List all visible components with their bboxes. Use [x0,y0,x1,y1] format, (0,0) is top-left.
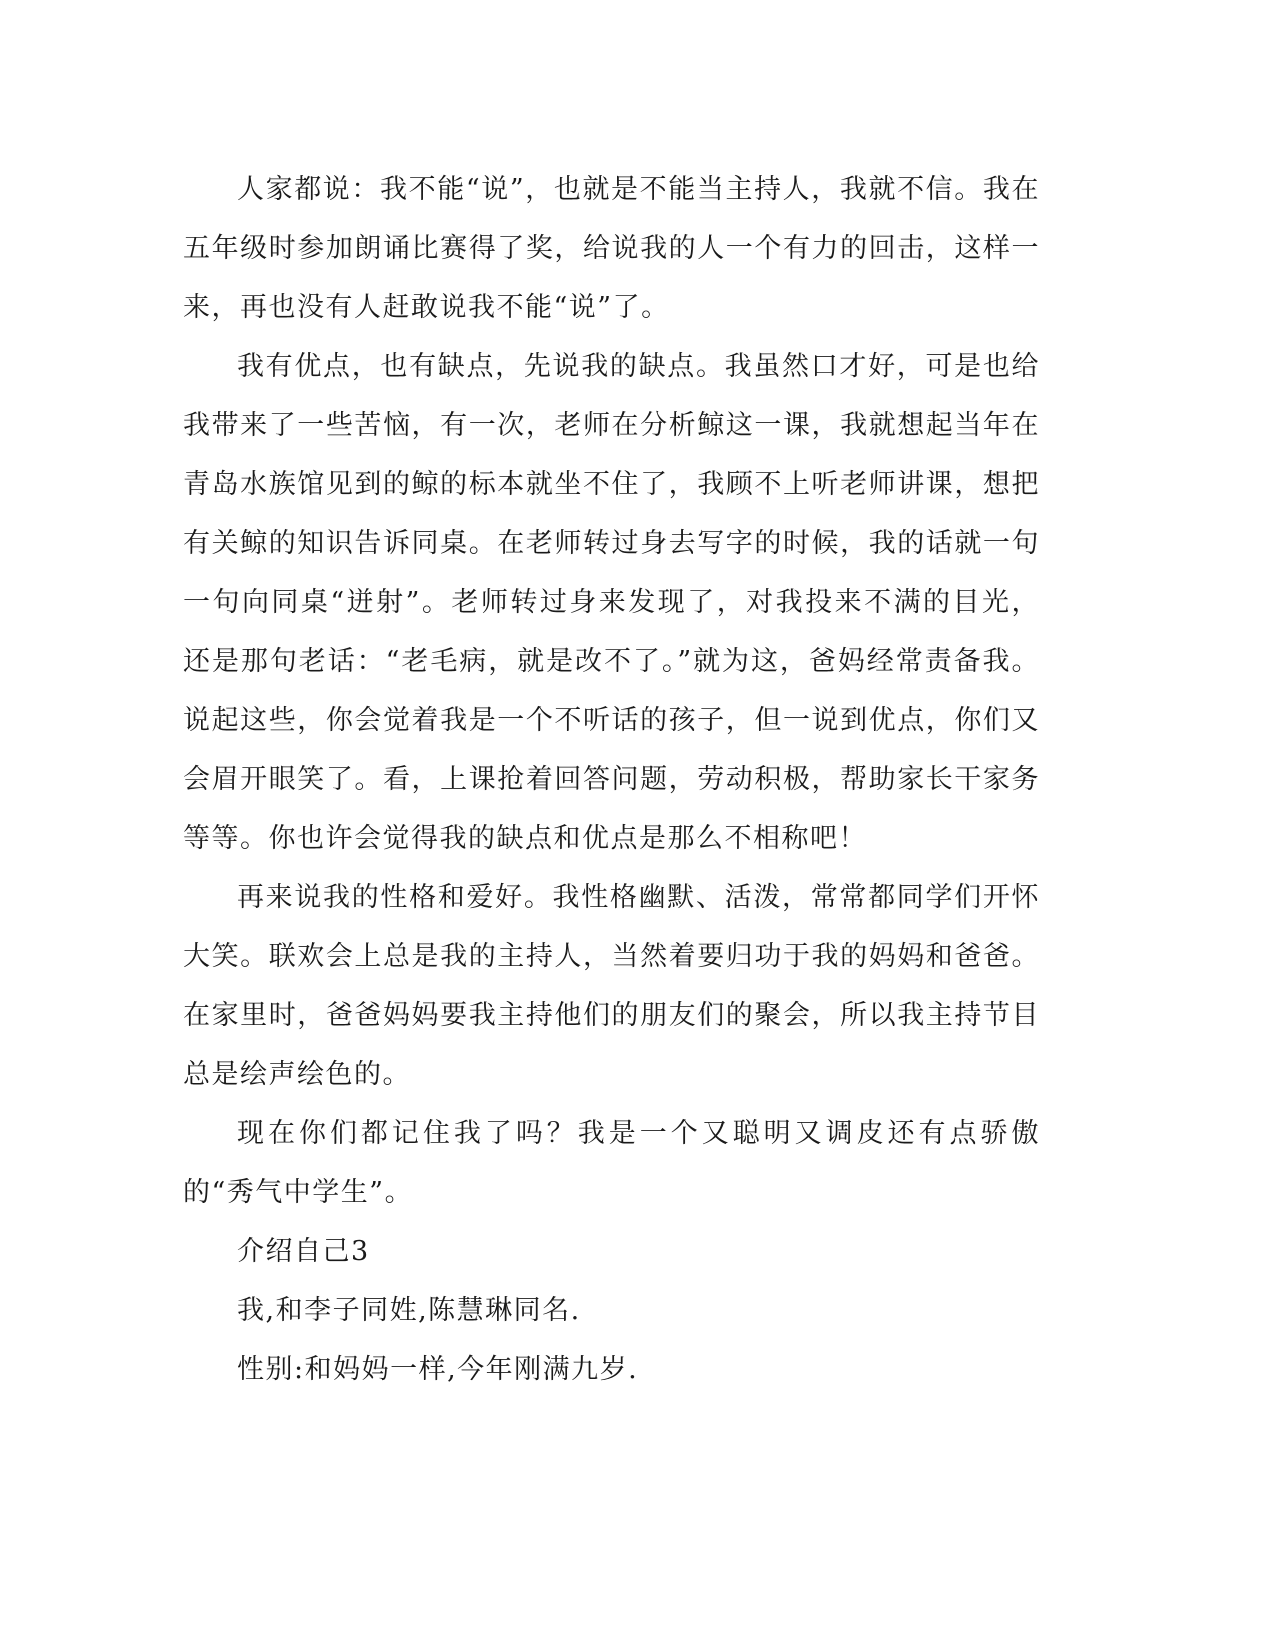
document-body [183,160,1040,1399]
section-title: 介绍自己3 [237,1236,370,1267]
paragraph-closing: 现在你们都记住我了吗？我是一个又聪明又调皮还有点骄傲的“秀气中学生”。 [183,1118,1040,1208]
paragraph-strengths-weaknesses: 我有优点，也有缺点，先说我的缺点。我虽然口才好，可是也给我带来了一些苦恼，有一次，老师在分析鲸这一课，我就想起当年在青岛水族馆见到的鲸的标本就坐不住了，我顾不上听老师讲课，想把有关鲸的知识告诉同桌。在老师转过身去写字的时候，我的话就一句一句向同桌“迸射”。老师转过身来发现了，对我投来不满的目光，还是那句老话：“老毛病，就是改不了。”就为这，爸妈经常责备我。说起这些，你会觉着我是一个不听话的孩子，但一说到优点，你们又会眉开眼笑了。看，上课抢着回答问题，劳动积极，帮助家长干家务等等。你也许会觉得我的缺点和优点是那么不相称吧！ [183,351,1040,854]
paragraph-personality: 再来说我的性格和爱好。我性格幽默、活泼，常常都同学们开怀大笑。联欢会上总是我的主持人，当然着要归功于我的妈妈和爸爸。在家里时，爸爸妈妈要我主持他们的朋友们的聚会，所以我主持节目总是绘声绘色的。 [183,882,1040,1090]
text-line-gender: 性别:和妈妈一样,今年刚满九岁. [237,1354,639,1385]
text-line-name: 我,和李子同姓,陈慧琳同名. [237,1295,581,1326]
paragraph-intro: 人家都说：我不能“说”，也就是不能当主持人，我就不信。我在五年级时参加朗诵比赛得了奖，给说我的人一个有力的回击，这样一来，再也没有人赶敢说我不能“说”了。 [183,174,1040,323]
